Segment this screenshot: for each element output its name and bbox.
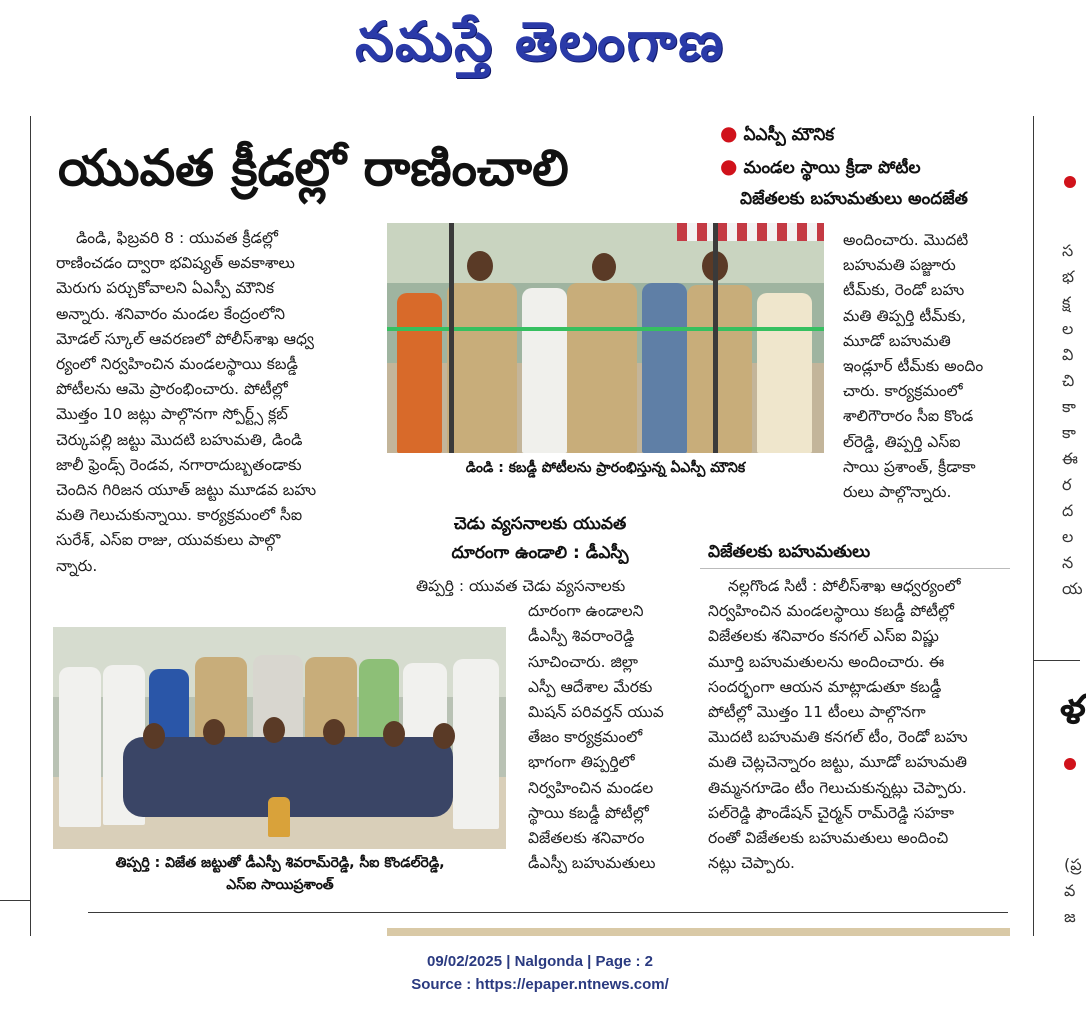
footer-source[interactable]: Source : https://epaper.ntnews.com/ [411,976,669,993]
bottom-rule [88,912,1008,913]
right-line: టీమ్‌కు, రెండో బహు [843,281,965,300]
edge-glyph: కా [1062,397,1076,416]
story2-line: ఎస్పీ ఆదేశాల మేరకు [528,677,653,696]
story3-line: నల్లగొండ సిటీ : పోలీస్‌శాఖ ఆధ్వర్యంలో [728,577,961,595]
left-column-rule [30,116,31,936]
trophy-icon [268,797,290,837]
story3-line: రంతో విజేతలకు బహుమతులు అందించి [708,829,949,848]
edge-glyph: జ [1064,907,1076,926]
edge-glyph: ద [1062,501,1074,520]
bullet-2-tail: విజేతలకు బహుమతులు అందజేత [740,189,968,209]
edge-glyph: ల [1062,319,1074,338]
edge-column-text [1062,238,1083,648]
side-divider [1034,660,1080,661]
photo2-caption-line: తిప్పర్తి : విజేత జట్టుతో డీఎస్పీ శివరామ్‌రెడ్డి, సీఐ కొండల్‌రెడ్డి, [115,855,445,871]
lead-line: మొత్తం 10 జట్లు పాల్గొనగా స్పోర్ట్స్ క్లబ్ [56,405,288,424]
edge-glyph: కా [1062,423,1076,442]
photo2-caption [60,852,500,896]
edge-bottom-text [1064,852,1080,936]
lead-line: రాణించడం ద్వారా భవిష్యత్ అవకాశాలు [56,254,295,273]
story2-subhead [400,510,680,568]
edge-glyph: క్ష [1062,293,1071,312]
bullet-1 [720,118,834,150]
lead-line: పోటీలను ఆమె ప్రారంభించారు. పోటీల్లో [56,380,288,399]
story2-line: డీఎస్పీ శివరాంరెడ్డి [528,627,635,646]
headline: యువత క్రీడల్లో రాణించాలి [58,138,569,197]
story3-text [708,574,1012,904]
edge-glyph: చి [1062,371,1075,390]
lead-line: జాలీ ఫ్రెండ్స్ రెండవ, నగారాదుబ్బతండాకు [56,455,302,474]
story3-line: నిర్వహించిన మండలస్థాయి కబడ్డీ పోటీల్లో [708,602,954,621]
right-line: సాయి ప్రశాంత్, క్రీడాకా [843,457,976,476]
story3-line: తిమ్మనగూడెం టీం గెలుచుకున్నట్లు చెప్పారు. [708,778,967,797]
story3-line: సందర్భంగా ఆయన మాట్లాడుతూ కబడ్డీ [708,677,942,696]
right-line: ఇండ్లూర్ టీమ్‌కు అందిం [843,357,984,376]
story2-subhead-line: దూరంగా ఉండాలి : డీఎస్పీ [451,543,629,563]
story3-subhead: విజేతలకు బహుమతులు [708,542,871,562]
story2-line: విజేతలకు శనివారం [528,829,645,848]
edge-glyph: వి [1062,345,1074,364]
footer-date-page: 09/02/2025 | Nalgonda | Page : 2 [427,953,653,970]
right-line: అందించారు. మొదటి [843,231,969,249]
right-line: శాలిగౌరారం సీఐ కొండ [843,407,974,426]
right-line: మతి తిప్పర్తి టీమ్‌కు, [843,306,967,325]
story2-line: తిప్పర్తి : యువత చెడు వ్యసనాలకు [416,577,626,595]
edge-bullet-icon [1064,758,1076,770]
story3-line: విజేతలకు శనివారం కనగల్ ఎస్ఐ విష్ణు [708,627,939,646]
story2-subhead-line: చెడు వ్యసనాలకు యువత [453,514,627,534]
left-edge-rule [0,900,30,901]
lead-story-text [56,226,356,616]
photo1-caption: డిండి : కబడ్డీ పోటీలను ప్రారంభిస్తున్న ఏఎస్పీ మౌనిక [465,460,746,476]
story3-line: మతి చెట్లచెన్నారం జట్టు, మూడో బహుమతి [708,753,968,772]
right-column-rule [1033,116,1034,936]
bullet-2 [720,151,921,183]
edge-headline-fragment: ళ [1060,687,1086,733]
bullet-1-text: ఏఎస్పీ మౌనిక [743,125,835,145]
right-line: మూడో బహుమతి [843,331,951,350]
right-column-text [843,228,1011,508]
masthead-logo: నమస్తే తెలంగాణ [355,9,725,73]
lead-line: మెరుగు పర్చుకోవాలని ఏఎస్పీ మౌనిక [56,279,275,298]
right-line: బహుమతి పజ్జూరు [843,256,956,275]
story2-line: భాగంగా తిప్పర్తిలో [528,753,635,772]
story2-line: మిషన్ పరివర్తన్ యువ [528,703,664,722]
next-photo-strip [387,928,1010,936]
lead-line: మతి గెలుచుకున్నాయి. కార్యక్రమంలో సీఐ [56,506,303,525]
story3-line: మొదటి బహుమతి కనగల్ టీం, రెండో బహు [708,728,968,747]
edge-glyph: ఈ [1062,449,1078,468]
lead-line: సురేశ్, ఎస్ఐ రాజు, యువకులు పాల్గొ [56,531,281,550]
ribbon-cutting-photo [387,223,824,453]
lead-line: ర్యంలో నిర్వహించిన మండలస్థాయి కబడ్డీ [56,355,298,374]
story2-line: దూరంగా ఉండాలని [528,602,644,621]
bullet-dot-icon: ● [720,121,738,145]
edge-glyph: ల [1062,527,1074,546]
story2-line: డీఎస్పీ బహుమతులు [528,854,656,873]
lead-line: డిండి, ఫిబ్రవరి 8 : యువత క్రీడల్లో [76,229,278,247]
lead-line: చెందిన గిరిజన యూత్ జట్టు మూడవ బహు [56,481,317,500]
story2-line: స్థాయి కబడ్డీ పోటీల్లో [528,803,649,822]
right-line: చారు. కార్యక్రమంలో [843,382,963,401]
edge-glyph: వ [1064,881,1076,900]
right-line: రులు పాల్గొన్నారు. [843,483,952,502]
lead-line: న్నారు. [56,556,98,575]
right-line: ల్‌రెడ్డి, తిప్పర్తి ఎస్ఐ [843,432,961,451]
story3-line: పోటీల్లో మొత్తం 11 టీంలు పాల్గొనగా [708,703,926,722]
edge-glyph: ర [1062,475,1072,494]
story3-line: నట్లు చెప్పారు. [708,854,795,873]
photo2-caption-line: ఎస్ఐ సాయిప్రశాంత్ [226,877,334,893]
lead-line: అన్నారు. శనివారం మండల కేంద్రంలోని [56,304,286,323]
story3-rule [700,568,1010,569]
edge-glyph: న [1062,553,1074,572]
edge-glyph: స [1062,241,1074,260]
edge-bullet-icon [1064,176,1076,188]
bullet-dot-icon: ● [720,154,738,178]
winning-team-photo [53,627,506,849]
story3-line: మూర్తి బహుమతులను అందించారు. ఈ [708,652,945,671]
story2-line: సూచించారు. జిల్లా [528,652,639,671]
lead-line: చెర్కుపల్లి జట్టు మొదటి బహుమతి, డిండి [56,430,303,449]
bullet-2-text: మండల స్థాయి క్రీడా పోటీల [743,158,921,178]
edge-glyph: య [1062,579,1083,598]
story3-line: పల్‌రెడ్డి ఫౌండేషన్ చైర్మన్ రామ్‌రెడ్డి సహకా [708,803,955,822]
story2-line: తేజం కార్యక్రమంలో [528,728,643,747]
edge-glyph: భ [1062,267,1075,286]
lead-line: మోడల్ స్కూల్ ఆవరణలో పోలీస్‌శాఖ ఆధ్వ [56,329,314,348]
story2-line: నిర్వహించిన మండల [528,778,654,797]
edge-glyph: (ప్ర [1064,855,1082,874]
